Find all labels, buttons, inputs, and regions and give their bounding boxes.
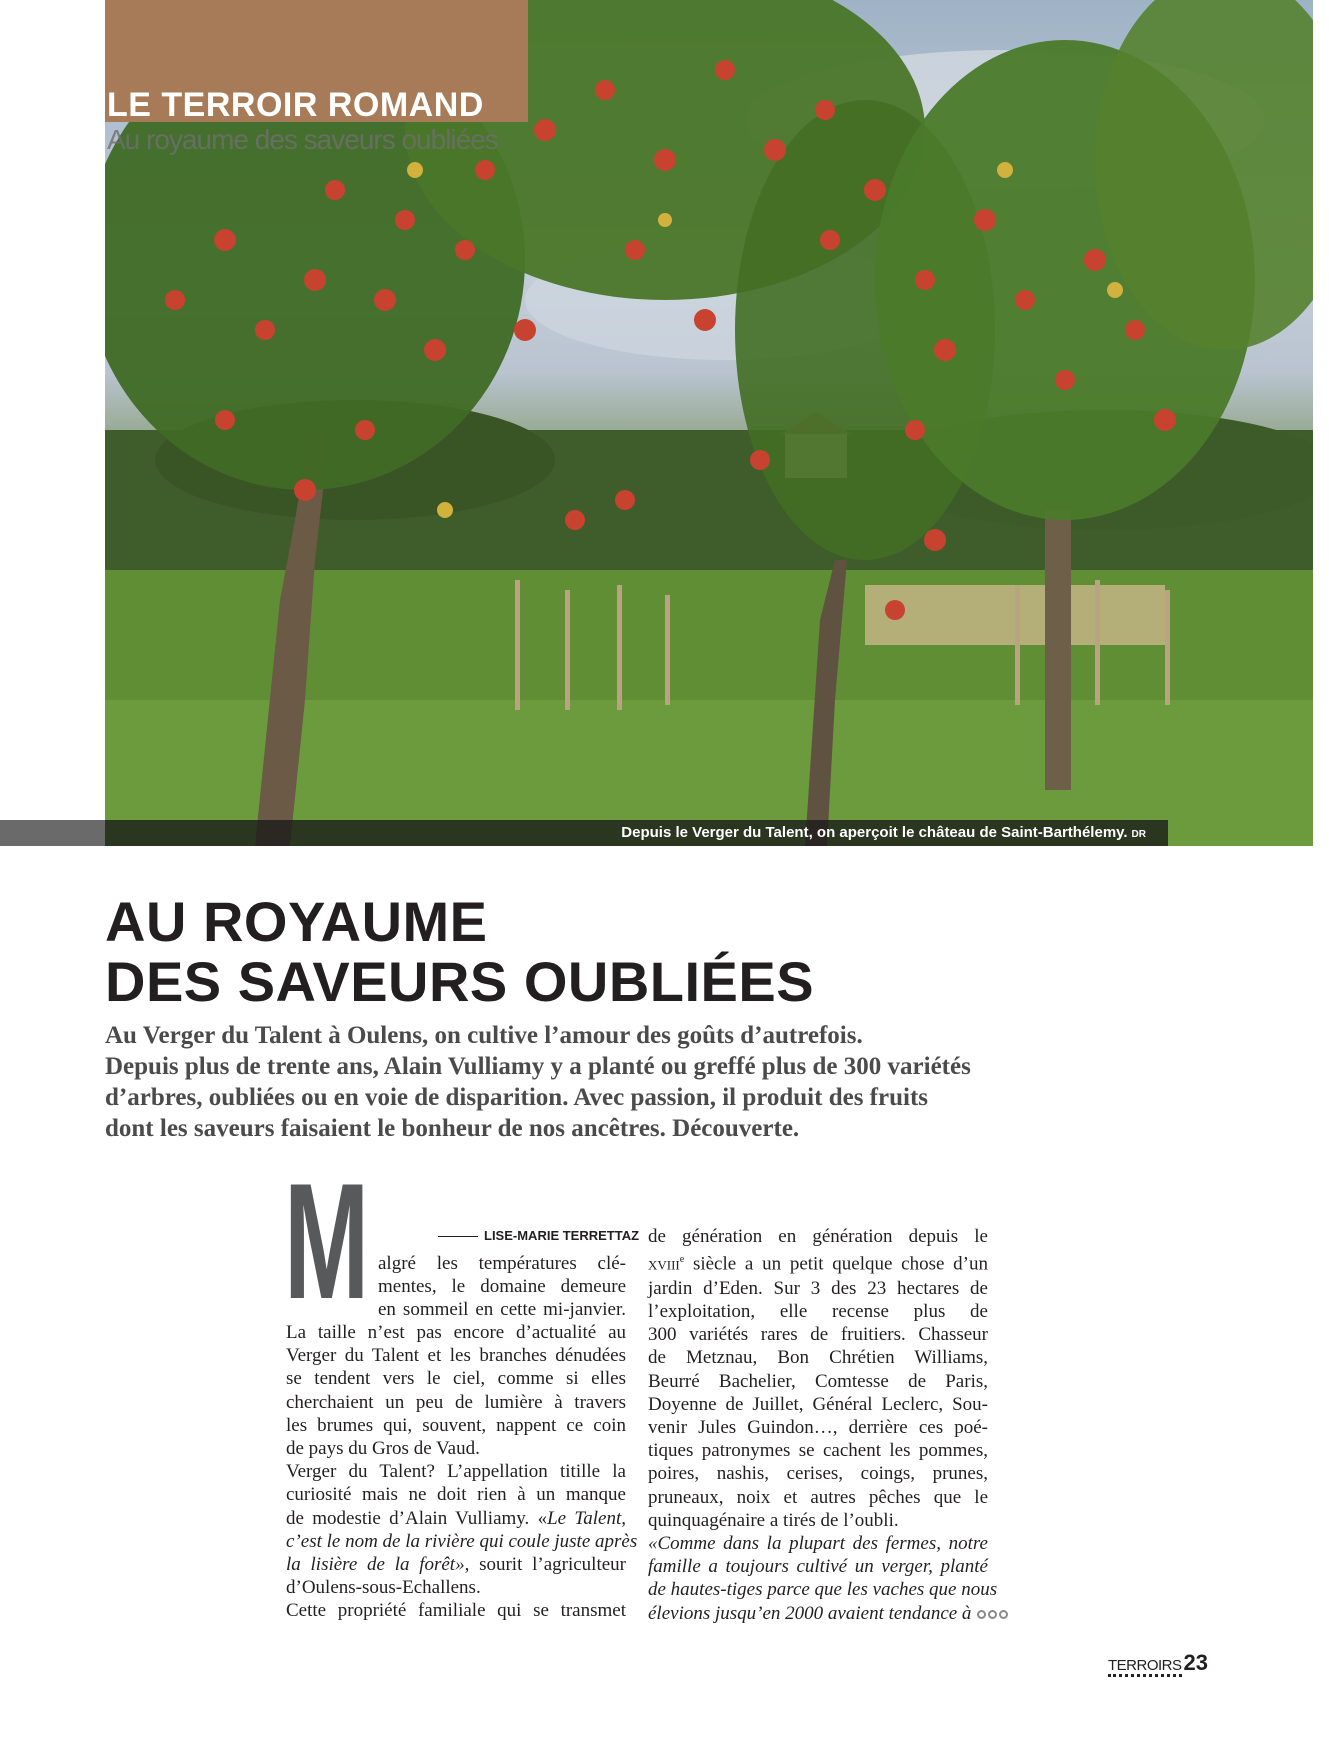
photo-caption <box>621 824 1146 841</box>
body-line: 300 variétés rares de fruitiers. Chasseur <box>648 1324 988 1346</box>
folio <box>1108 1650 1208 1676</box>
body-line: quinquagénaire a tirés de l’oubli. <box>648 1509 899 1531</box>
body-line: Beurré Bachelier, Comtesse de Paris, <box>648 1370 988 1392</box>
body-line: curiosité mais ne doit rien à un manque <box>286 1484 626 1506</box>
quote-text: Le Talent, <box>547 1507 626 1529</box>
body-line <box>286 1507 626 1530</box>
headline-line-2: DES SAVEURS OUBLIÉES <box>105 950 815 1013</box>
continued-icon <box>977 1602 1010 1625</box>
magazine-name: TERROIRS <box>1108 1657 1182 1677</box>
body-line: Doyenne de Juillet, Général Leclerc, Sou- <box>648 1393 988 1415</box>
standfirst <box>105 1020 1205 1144</box>
body-line: en sommeil en cette mi-janvier. <box>378 1299 626 1321</box>
column-1-body <box>286 1321 638 1623</box>
quote-line: «Comme dans la plupart des fermes, notre <box>648 1532 988 1554</box>
caption-bar <box>105 820 1168 846</box>
quote-line: c’est le nom de la rivière qui coule juste après <box>286 1530 638 1552</box>
byline-rule <box>438 1236 478 1237</box>
body-line: pruneaux, noix et autres pêches que le <box>648 1486 988 1508</box>
page-number: 23 <box>1183 1650 1208 1675</box>
body-line <box>286 1553 626 1576</box>
body-line: de pays du Gros de Vaud. <box>286 1438 480 1460</box>
body-line: La taille n’est pas encore d’actualité au <box>286 1322 626 1343</box>
rubric-title: LE TERROIR ROMAND <box>107 86 484 124</box>
body-line: Cette propriété familiale qui se transmet <box>286 1600 626 1622</box>
photo-credit: DR <box>1131 829 1146 840</box>
dropcap: M <box>284 1149 370 1333</box>
body-line: tiques patronymes se cachent les pommes, <box>648 1440 988 1462</box>
standfirst-line: d’arbres, oubliées ou en voie de disparition. Avec passion, il produit des fruits <box>105 1084 929 1111</box>
article-headline <box>105 892 814 1012</box>
standfirst-line: Depuis plus de trente ans, Alain Vulliamy y a planté ou greffé plus de 300 variétés <box>105 1053 971 1080</box>
caption-left-strip <box>0 820 105 846</box>
body-line: mentes, le domaine demeure <box>378 1276 626 1298</box>
body-text: , sourit l’agriculteur <box>464 1554 626 1576</box>
quote-text: la lisière de la forêt» <box>286 1554 465 1576</box>
quote-line: famille a toujours cultivé un verger, planté <box>648 1556 988 1578</box>
column-2-body <box>648 1225 998 1625</box>
quote-line: de hautes-tiges parce que les vaches que nous <box>648 1579 998 1601</box>
byline <box>438 1228 639 1243</box>
century-numeral: XVIII <box>648 1257 680 1273</box>
body-line: de Metznau, Bon Chrétien Williams, <box>648 1347 988 1369</box>
quote-line <box>648 1602 988 1625</box>
headline-line-1: AU ROYAUME <box>105 890 488 953</box>
body-line: jardin d’Eden. Sur 3 des 23 hectares de <box>648 1277 988 1299</box>
body-text: de modestie d’Alain Vulliamy. « <box>286 1507 548 1529</box>
quote-text: élevions jusqu’en 2000 avaient tendance à <box>648 1602 972 1624</box>
body-line: les brumes qui, souvent, nappent ce coin <box>286 1414 626 1436</box>
body-line: cherchaient un peu de lumière à travers <box>286 1391 626 1413</box>
body-line: l’exploitation, elle recense plus de <box>648 1300 988 1322</box>
body-line: Verger du Talent? L’appellation titille la <box>286 1461 626 1483</box>
body-line <box>648 1248 988 1277</box>
photo-caption-text: Depuis le Verger du Talent, on aperçoit le château de Saint-Barthélemy. <box>621 824 1128 841</box>
body-line: se tendent vers le ciel, comme si elles <box>286 1368 626 1390</box>
body-line: d’Oulens-sous-Echallens. <box>286 1577 481 1599</box>
century-suffix: e <box>679 1254 685 1266</box>
byline-author: LISE-MARIE TERRETTAZ <box>484 1228 640 1243</box>
column-1-intro <box>378 1252 626 1322</box>
body-line: poires, nashis, cerises, coings, prunes, <box>648 1463 988 1485</box>
standfirst-line: dont les saveurs faisaient le bonheur de nos ancêtres. Découverte. <box>105 1115 800 1142</box>
body-text: siècle a un petit quelque chose d’un <box>684 1253 988 1275</box>
body-line: de génération en génération depuis le <box>648 1226 988 1247</box>
rubric-subtitle: Au royaume des saveurs oubliées <box>107 124 498 155</box>
standfirst-line: Au Verger du Talent à Oulens, on cultive l’amour des goûts d’autrefois. <box>105 1022 863 1049</box>
body-line: Verger du Talent et les branches dénudées <box>286 1345 626 1367</box>
body-line: algré les températures clé- <box>378 1253 626 1274</box>
body-line: venir Jules Guindon…, derrière ces poé- <box>648 1416 988 1438</box>
